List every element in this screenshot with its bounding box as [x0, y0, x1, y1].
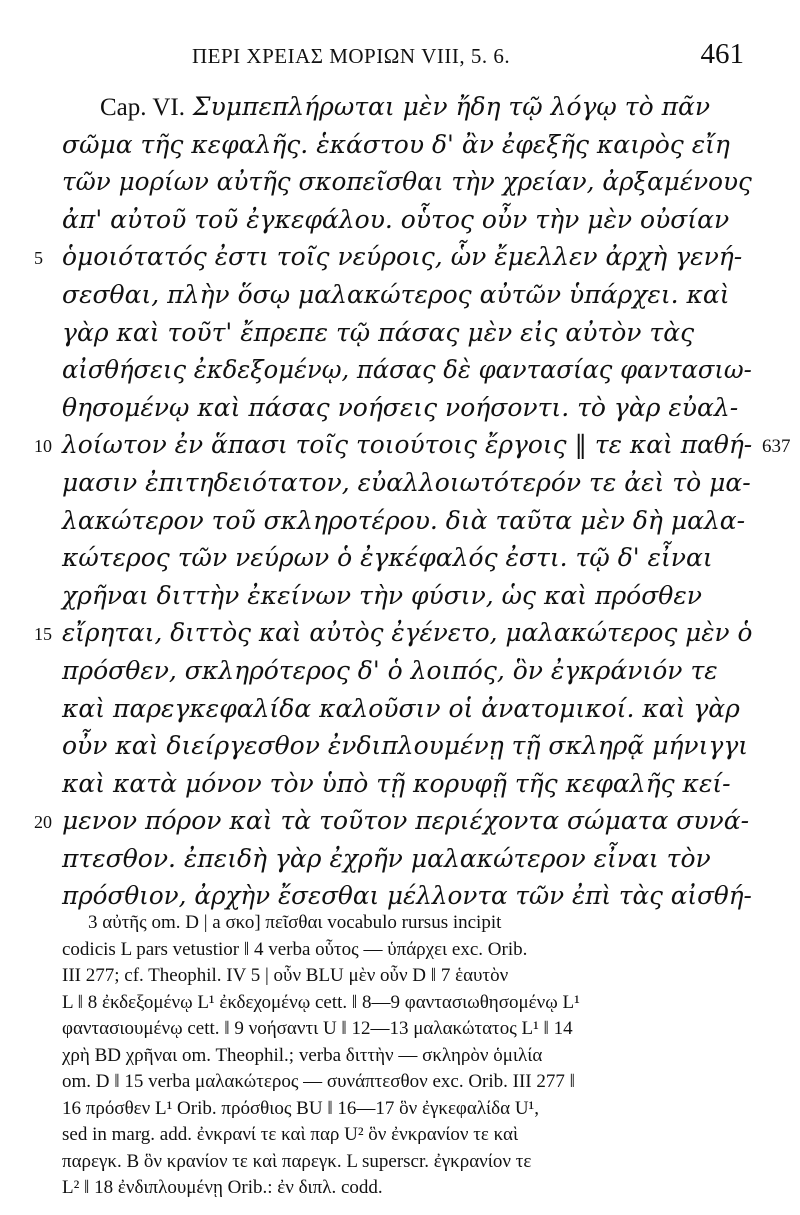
line-number: 15 — [34, 624, 52, 645]
line-text: χρῆναι διττὴν ἐκείνων τὴν φύσιν, ὡς καὶ πρόσθεν — [62, 580, 702, 610]
line-text: οὖν καὶ διείργεσθον ἐνδιπλουμένῃ τῇ σκληρᾷ μήνιγγι — [62, 731, 749, 761]
running-title: ΠΕΡΙ ΧΡΕΙΑΣ ΜΟΡΙΩΝ VIII, 5. 6. — [192, 44, 511, 68]
text-line — [62, 126, 762, 164]
apparatus-line: L² ‖ 18 ἐνδιπλουμένῃ Orib.: ἐν διπλ. codd. — [62, 1177, 383, 1198]
line-text: σεσθαι, πλὴν ὅσῳ μαλακώτερος αὐτῶν ὑπάρχει. καὶ — [62, 279, 730, 309]
line-text: τῶν μορίων αὐτῆς σκοπεῖσθαι τὴν χρείαν, ἀρξαμένους — [62, 167, 752, 197]
running-header — [62, 36, 752, 76]
text-line — [34, 614, 762, 652]
text-line — [62, 464, 762, 502]
line-text: μενον πόρον καὶ τὰ τοῦτον περιέχοντα σώματα συνά- — [62, 806, 750, 836]
text-line — [62, 201, 762, 239]
line-text: πτεσθον. ἐπειδὴ γὰρ ἐχρῆν μαλακώτερον εἶναι τὸν — [62, 843, 711, 873]
line-text: πρόσθιον, ἀρχὴν ἔσεσθαι μέλλοντα τῶν ἐπὶ τὰς αἰσθή- — [62, 881, 752, 911]
line-text: ἀπ' αὐτοῦ τοῦ ἐγκεφάλου. οὗτος οὖν τὴν μὲν οὐσίαν — [62, 204, 730, 234]
text-line — [62, 351, 762, 389]
margin-page-reference: 637 — [762, 436, 791, 458]
line-text: καὶ κατὰ μόνον τὸν ὑπὸ τῇ κορυφῇ τῆς κεφαλῆς κεί- — [62, 768, 731, 798]
line-text-content: Συμπεπλήρωται μὲν ἤδη τῷ λόγῳ τὸ πᾶν — [192, 92, 711, 121]
line-text: αἰσθήσεις ἐκδεξομένῳ, πάσας δὲ φαντασίας φαντασιω- — [62, 355, 752, 385]
line-text: γὰρ καὶ τοῦτ' ἔπρεπε τῷ πάσας μὲν εἰς αὐτὸν τὰς — [62, 317, 695, 347]
main-text — [34, 88, 791, 915]
chapter-label: Cap. VI. — [100, 94, 185, 121]
line-text: σῶμα τῆς κεφαλῆς. ἑκάστου δ' ἂν ἐφεξῆς καιρὸς εἴη — [62, 129, 730, 159]
text-line — [62, 652, 762, 690]
line-text: λοίωτον ἐν ἅπασι τοῖς τοιούτοις ἔργοις ‖ τε καὶ παθή- — [62, 430, 753, 460]
apparatus-line: om. D ‖ 15 verba μαλακώτερος — συνάπτεσθον exc. Orib. III 277 ‖ — [62, 1071, 575, 1092]
text-line — [34, 802, 762, 840]
apparatus-line: 3 αὐτῆς om. D | a σκο] πεῖσθαι vocabulo rursus incipit — [88, 912, 502, 933]
line-text: λακώτερον τοῦ σκληροτέρου. διὰ ταῦτα μὲν δὴ μαλα- — [62, 505, 746, 535]
critical-apparatus — [62, 910, 762, 1202]
line-number: 5 — [34, 248, 43, 269]
line-text: θησομένῳ καὶ πάσας νοήσεις νοήσοντι. τὸ γὰρ εὐαλ- — [62, 392, 739, 422]
text-line — [62, 840, 762, 878]
page-number: 461 — [700, 38, 744, 70]
line-number: 10 — [34, 436, 52, 457]
text-line — [62, 727, 762, 765]
line-text — [100, 88, 710, 127]
apparatus-line: φαντασιουμένῳ cett. ‖ 9 νοήσαντι U ‖ 12—13 μαλακώτατος L¹ ‖ 14 — [62, 1018, 573, 1039]
apparatus-line: χρὴ BD χρῆναι om. Theophil.; verba διττὴν — σκληρὸν ὁμιλία — [62, 1044, 543, 1066]
apparatus-line: L ‖ 8 ἐκδεξομένῳ L¹ ἐκδεχομένῳ cett. ‖ 8—9 φαντασιωθησομένῳ L¹ — [62, 991, 580, 1013]
apparatus-line: III 277; cf. Theophil. IV 5 | οὖν BLU μὲν οὖν D ‖ 7 ἑαυτὸν — [62, 965, 509, 986]
line-text: εἴρηται, διττὸς καὶ αὐτὸς ἐγένετο, μαλακώτερος μὲν ὁ — [62, 618, 753, 648]
text-line — [62, 690, 762, 728]
apparatus-line: codicis L pars vetustior ‖ 4 verba οὗτος — ὑπάρχει exc. Orib. — [62, 938, 528, 960]
line-text: πρόσθεν, σκληρότερος δ' ὁ λοιπός, ὃν ἐγκράνιόν τε — [62, 655, 718, 685]
line-text: κώτερος τῶν νεύρων ὁ ἐγκέφαλός ἐστι. τῷ δ' εἶναι — [62, 543, 713, 573]
text-line — [34, 426, 791, 464]
text-line — [62, 314, 762, 352]
apparatus-line: παρεγκ. B ὃν κρανίον τε καὶ παρεγκ. L superscr. ἐγκρανίον τε — [62, 1150, 532, 1172]
apparatus-line: sed in marg. add. ἐνκρανί τε καὶ παρ U² ὃν ἐνκρανίον τε καὶ — [62, 1124, 519, 1145]
text-line — [62, 539, 762, 577]
text-line — [62, 163, 762, 201]
line-number: 20 — [34, 812, 52, 833]
text-line — [62, 502, 762, 540]
apparatus-line: 16 πρόσθεν L¹ Orib. πρόσθιος BU ‖ 16—17 ὃν ἐγκεφαλίδα U¹, — [62, 1097, 539, 1119]
text-line — [62, 765, 762, 803]
line-text: μασιν ἐπιτηδειότατον, εὐαλλοιωτότερόν τε ἀεὶ τὸ μα- — [62, 467, 751, 497]
line-text: καὶ παρεγκεφαλίδα καλοῦσιν οἱ ἀνατομικοί. καὶ γὰρ — [62, 693, 740, 723]
line-text: ὁμοιότατός ἐστι τοῖς νεύροις, ὧν ἔμελλεν ἀρχὴ γενή- — [62, 242, 743, 272]
text-line — [62, 577, 762, 615]
text-line — [34, 238, 762, 276]
text-line — [62, 276, 762, 314]
text-line — [62, 88, 762, 126]
text-line — [62, 389, 762, 427]
